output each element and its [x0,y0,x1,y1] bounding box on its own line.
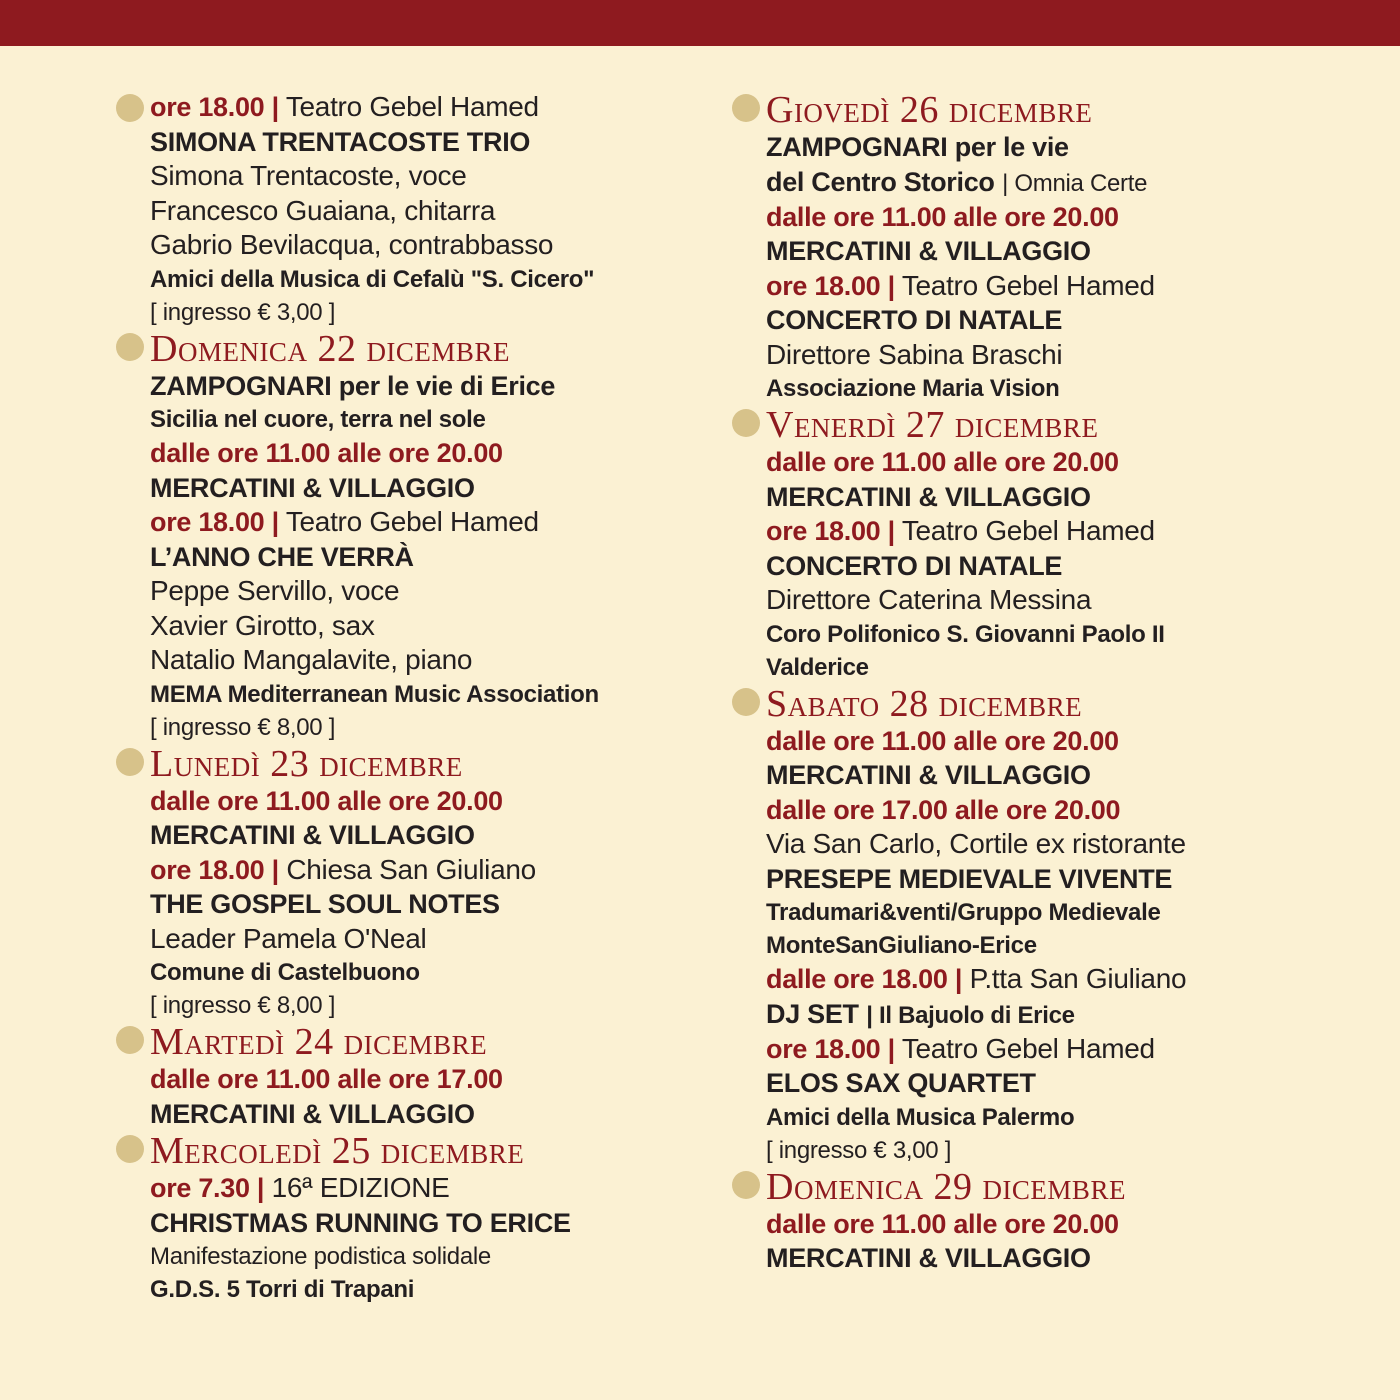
day-heading [766,684,1366,724]
event-hours: dalle ore 11.00 alle ore 20.00 [766,1208,1119,1239]
performer: Direttore Caterina Messina [766,584,1092,615]
organizer: G.D.S. 5 Torri di Trapani [150,1276,415,1303]
event-time-line [766,269,1366,304]
day-label: Mercoledì 25 dicembre [150,1130,525,1172]
day-heading [150,329,710,369]
event-hours: dalle ore 11.00 alle ore 20.00 [766,725,1119,756]
event-time-line [766,962,1366,997]
ticket-price: [ ingresso € 3,00 ] [766,1136,952,1164]
event-title-line [766,997,1366,1032]
day-heading [766,1167,1366,1207]
event-time: ore 18.00 | [150,92,279,122]
event-time: ore 18.00 | [150,507,279,537]
ticket-price: [ ingresso € 3,00 ] [150,298,336,326]
event-time-line [150,505,710,540]
event-time: ore 7.30 | [150,1173,265,1203]
event-hours: dalle ore 11.00 alle ore 17.00 [150,1064,503,1094]
organizer: Comune di Castelbuono [150,959,420,986]
event-venue: Via San Carlo, Cortile ex ristorante [766,828,1186,859]
performer: Gabrio Bevilacqua, contrabbasso [150,229,554,260]
event-time: dalle ore 18.00 | [766,964,963,994]
event-title: CONCERTO DI NATALE [766,305,1063,335]
bullet-icon [732,94,760,122]
event-time: ore 18.00 | [766,270,895,301]
day-label: Venerdì 27 dicembre [766,404,1099,446]
ticket-price: [ ingresso € 8,00 ] [150,713,336,741]
program-column-right [766,90,1366,1276]
event-hours: dalle ore 17.00 alle ore 20.00 [766,794,1121,825]
event-venue: Chiesa San Giuliano [286,853,536,885]
event-subtitle: Manifestazione podistica solidale [150,1243,491,1270]
event-title-line [766,165,1366,200]
day-label: Domenica 22 dicembre [150,327,510,370]
performer: Leader Pamela O'Neal [150,922,427,954]
event-hours: dalle ore 11.00 alle ore 20.00 [150,438,503,468]
event-venue: Teatro Gebel Hamed [901,515,1155,546]
bullet-icon [732,688,760,716]
day-heading [150,744,710,784]
event-edition: 16ª EDIZIONE [271,1172,450,1203]
organizer: | Omnia Certe [1002,169,1148,197]
day-heading [766,405,1366,445]
event-first [150,90,710,125]
event-title: SIMONA TRENTACOSTE TRIO [150,126,531,157]
bullet-icon [732,1171,760,1199]
event-title: CHRISTMAS RUNNING TO ERICE [150,1207,571,1238]
day-label: Giovedì 26 dicembre [766,89,1093,131]
event-time-line [766,1032,1366,1067]
event-title: ELOS SAX QUARTET [766,1068,1036,1098]
event-subtitle: Sicilia nel cuore, terra nel sole [150,406,486,433]
performer: Peppe Servillo, voce [150,575,400,606]
event-title: MERCATINI & VILLAGGIO [766,1243,1091,1273]
day-heading [766,90,1366,130]
event-time: ore 18.00 | [766,1033,895,1064]
performer: Direttore Sabina Braschi [766,338,1063,370]
organizer: Tradumari&venti/Gruppo Medievale [766,899,1161,926]
event-title: MERCATINI & VILLAGGIO [766,236,1091,266]
bullet-icon [116,1026,144,1054]
event-hours: dalle ore 11.00 alle ore 20.00 [766,201,1119,232]
event-venue: P.tta San Giuliano [969,963,1187,994]
event-title: MERCATINI & VILLAGGIO [766,760,1091,790]
day-heading [150,1022,710,1062]
event-hours: dalle ore 11.00 alle ore 20.00 [150,785,503,816]
organizer: Amici della Musica Palermo [766,1103,1075,1131]
day-label: Domenica 29 dicembre [766,1165,1126,1208]
event-venue: Teatro Gebel Hamed [285,506,539,537]
event-venue: Teatro Gebel Hamed [901,269,1155,301]
event-title: DJ SET [766,998,859,1029]
day-label: Lunedì 23 dicembre [150,742,463,785]
event-time: ore 18.00 | [766,516,895,546]
event-title: ZAMPOGNARI per le vie [766,132,1069,162]
event-title: MERCATINI & VILLAGGIO [150,472,475,503]
event-title: MERCATINI & VILLAGGIO [150,820,475,850]
organizer: Associazione Maria Vision [766,375,1060,402]
performer: Xavier Girotto, sax [150,609,375,641]
program-column-left [150,90,710,1306]
event-title: ZAMPOGNARI per le vie di Erice [150,370,556,401]
organizer: MonteSanGiuliano-Erice [766,932,1037,959]
top-banner [0,0,1400,46]
event-hours: dalle ore 11.00 alle ore 20.00 [766,447,1119,477]
event-title: del Centro Storico [766,166,995,197]
day-label: Sabato 28 dicembre [766,682,1083,725]
event-title: L’ANNO CHE VERRÀ [150,541,414,572]
event-title: PRESEPE MEDIEVALE VIVENTE [766,863,1173,894]
day-label: Martedì 24 dicembre [150,1021,488,1063]
organizer: MEMA Mediterranean Music Association [150,680,599,708]
bullet-icon [116,94,144,122]
performer: Francesco Guaiana, chitarra [150,194,496,226]
ticket-price: [ ingresso € 8,00 ] [150,992,336,1019]
event-venue: Teatro Gebel Hamed [285,91,539,122]
event-time-line [150,1171,710,1206]
organizer: Coro Polifonico S. Giovanni Paolo II [766,620,1165,648]
performer: Natalio Mangalavite, piano [150,644,473,675]
organizer: | Il Bajuolo di Erice [866,1001,1075,1029]
event-title: THE GOSPEL SOUL NOTES [150,889,500,919]
event-time-line [150,853,710,888]
day-heading [150,1131,710,1171]
organizer: Amici della Musica di Cefalù "S. Cicero" [150,265,595,293]
event-venue: Teatro Gebel Hamed [901,1032,1155,1064]
bullet-icon [116,333,144,361]
event-time-line [766,514,1366,549]
event-title: CONCERTO DI NATALE [766,550,1063,581]
performer: Simona Trentacoste, voce [150,160,467,191]
event-title: MERCATINI & VILLAGGIO [766,481,1091,512]
bullet-icon [116,1135,144,1163]
bullet-icon [116,748,144,776]
event-time: ore 18.00 | [150,854,279,885]
bullet-icon [732,409,760,437]
event-title: MERCATINI & VILLAGGIO [150,1098,475,1129]
organizer: Valderice [766,653,869,681]
